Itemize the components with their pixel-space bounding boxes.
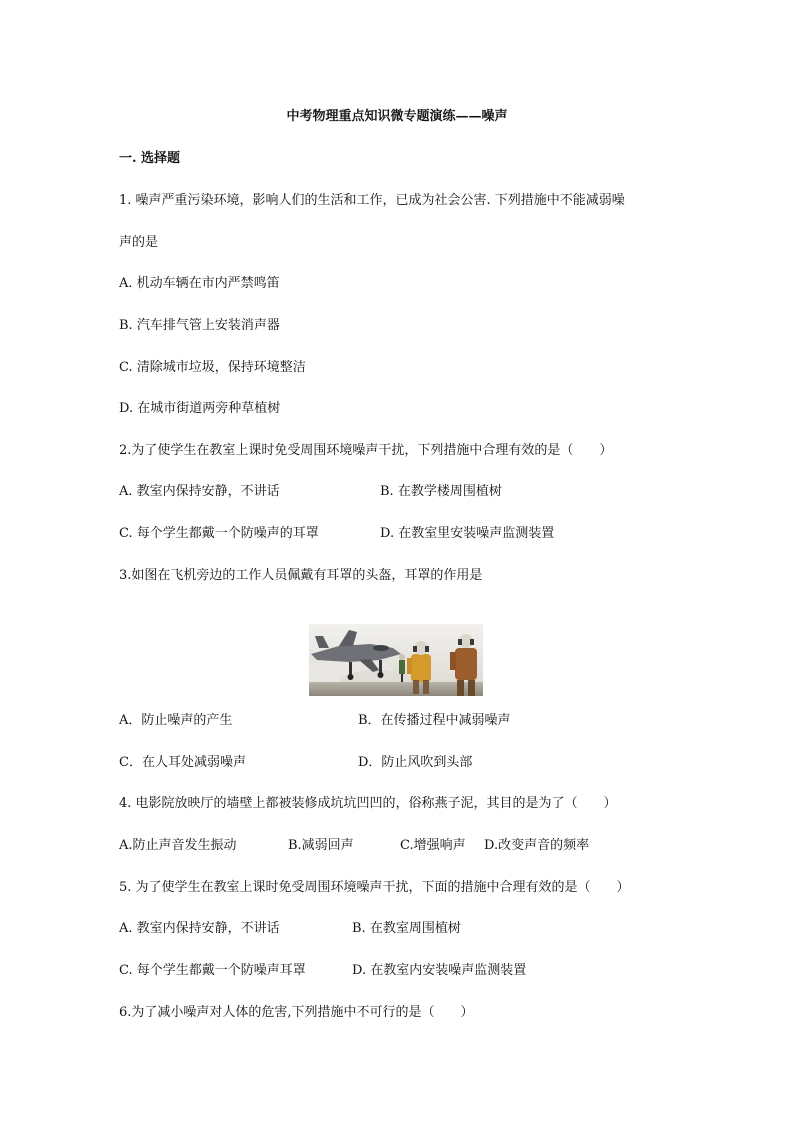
q4-option-d: D.改变声音的频率 xyxy=(484,838,590,853)
q1-stem-line1: 1. 噪声严重污染环境，影响人们的生活和工作，已成为社会公害. 下列措施中不能减弱噪 xyxy=(119,193,625,208)
q3-option-b: B．在传播过程中减弱噪声 xyxy=(358,713,511,728)
q2-option-b: B. 在教学楼周围植树 xyxy=(380,484,502,499)
q1-option-a: A. 机动车辆在市内严禁鸣笛 xyxy=(119,276,280,291)
aircraft-carrier-crew-photo xyxy=(309,624,483,696)
q5-option-b: B. 在教室周围植树 xyxy=(352,921,461,936)
q1-option-c: C. 清除城市垃圾，保持环境整洁 xyxy=(119,360,306,375)
q2-option-c: C. 每个学生都戴一个防噪声的耳罩 xyxy=(119,526,319,541)
q4-option-b: B.减弱回声 xyxy=(288,838,354,853)
q3-stem: 3.如图在飞机旁边的工作人员佩戴有耳罩的头盔，耳罩的作用是 xyxy=(119,568,483,583)
q4-stem: 4. 电影院放映厅的墙壁上都被装修成坑坑凹凹的，俗称燕子泥，其目的是为了（ ） xyxy=(119,796,617,811)
q3-option-d: D．防止风吹到头部 xyxy=(358,755,473,770)
q4-option-a: A.防止声音发生振动 xyxy=(119,838,237,853)
section-heading: 一. 选择题 xyxy=(119,151,181,166)
q3-option-a: A．防止噪声的产生 xyxy=(119,713,233,728)
q4-option-c: C.增强响声 xyxy=(400,838,466,853)
q5-option-d: D. 在教室内安装噪声监测装置 xyxy=(352,963,527,978)
q5-option-a: A. 教室内保持安静，不讲话 xyxy=(119,921,280,936)
q2-stem: 2.为了使学生在教室上课时免受周围环境噪声干扰，下列措施中合理有效的是（ ） xyxy=(119,443,613,458)
q5-option-c: C. 每个学生都戴一个防噪声耳罩 xyxy=(119,963,306,978)
q1-option-d: D. 在城市街道两旁种草植树 xyxy=(119,401,281,416)
q1-option-b: B. 汽车排气管上安装消声器 xyxy=(119,318,280,333)
q3-option-c: C．在人耳处减弱噪声 xyxy=(119,755,246,770)
q2-option-d: D. 在教室里安装噪声监测装置 xyxy=(380,526,555,541)
q1-stem-line2: 声的是 xyxy=(119,235,159,250)
page-title: 中考物理重点知识微专题演练——噪声 xyxy=(286,109,508,124)
photo-illustration xyxy=(309,624,483,696)
q2-option-a: A. 教室内保持安静，不讲话 xyxy=(119,484,280,499)
q5-stem: 5. 为了使学生在教室上课时免受周围环境噪声干扰，下面的措施中合理有效的是（ ） xyxy=(119,880,630,895)
q6-stem: 6.为了减小噪声对人体的危害,下列措施中不可行的是（ ） xyxy=(119,1005,474,1020)
